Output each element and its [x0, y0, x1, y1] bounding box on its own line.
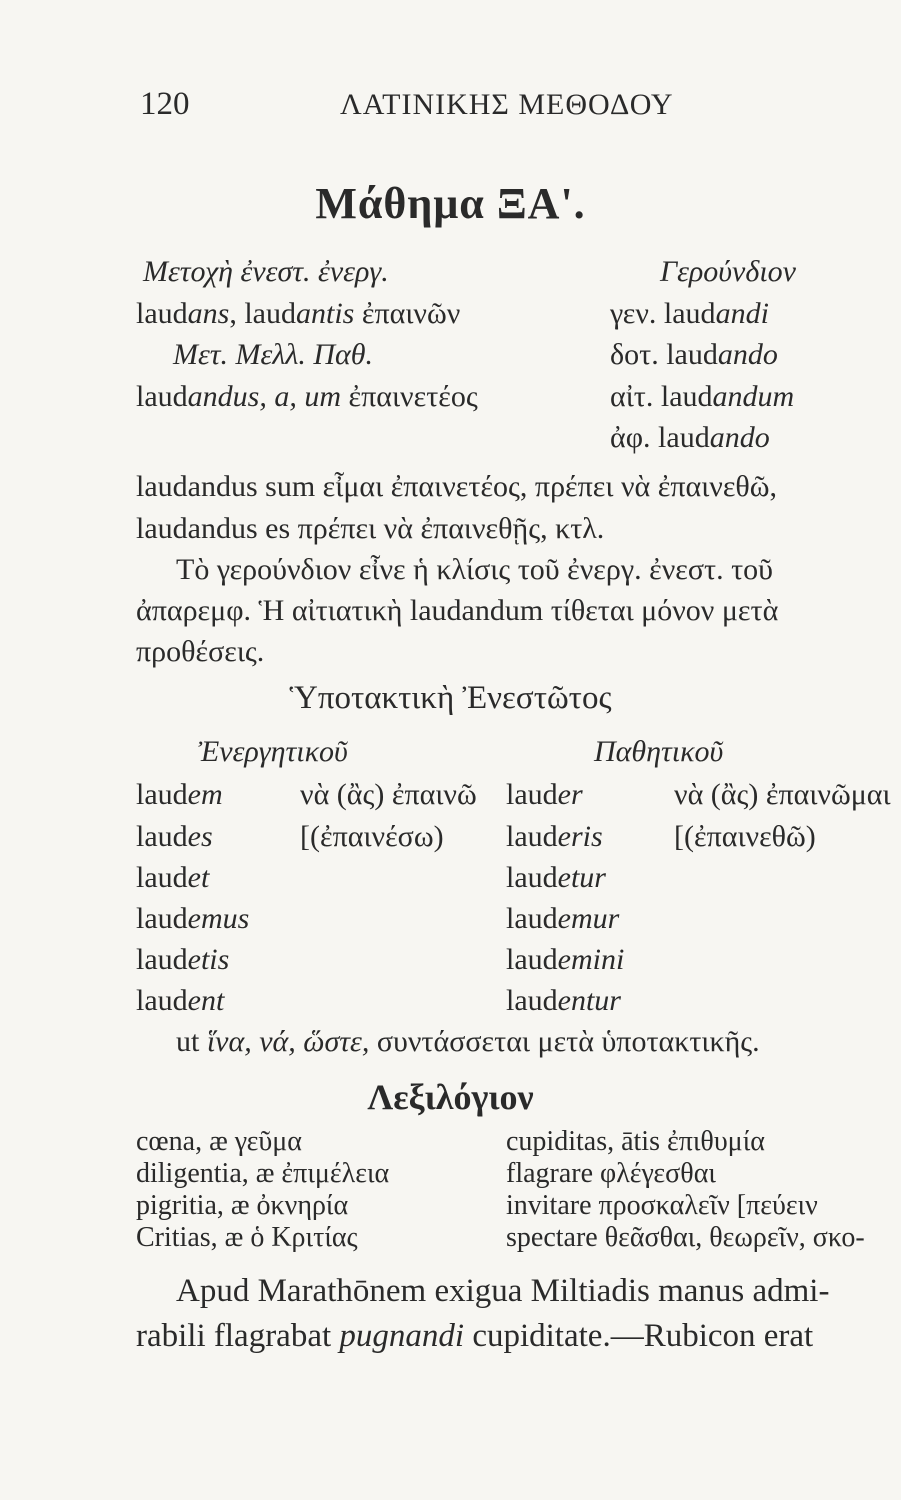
lexicon-entry: pigritia, æ ὀκνηρία [136, 1190, 349, 1221]
text-fragment: laud [506, 861, 558, 894]
text-fragment: laud [136, 380, 188, 413]
text-fragment: laud [136, 820, 188, 853]
text-fragment: laud [658, 421, 710, 454]
active-form [136, 778, 223, 812]
text-fragment: laud [506, 902, 558, 935]
italic-fragment: etur [557, 861, 606, 894]
text-fragment: , laud [229, 297, 296, 330]
text-fragment: laud [663, 297, 716, 330]
text-fragment: ἀφ. [610, 421, 659, 454]
passive-gloss: νὰ (ἂς) ἐπαινῶμαι [674, 778, 891, 811]
text-fragment: laud [136, 297, 188, 330]
active-form [136, 984, 224, 1018]
gerund-row [610, 421, 770, 455]
italic-fragment: entur [557, 984, 621, 1017]
text-fragment: Apud Marathōnem exigua Miltiadis manus admi- [176, 1273, 830, 1309]
lexicon-entry: Critias, æ ὁ Κριτίας [136, 1222, 358, 1253]
italic-fragment: ando [717, 338, 778, 371]
lesson-title: Μάθημα ΞΑ'. [315, 179, 586, 228]
text-fragment: laud [666, 338, 718, 371]
text-fragment: laud [506, 820, 558, 853]
participle-left-line [136, 297, 460, 331]
italic-fragment: em [187, 778, 223, 811]
running-title: ΛΑΤΙΝΙΚΗΣ ΜΕΘΟΔΟΥ [340, 88, 674, 121]
text-fragment: συντάσσεται μετὰ ὑποτακτικῆς. [369, 1025, 760, 1058]
paragraph-line: προθέσεις. [136, 635, 265, 668]
gerund-heading: Γερούνδιον [660, 255, 796, 288]
active-form [136, 820, 213, 854]
subjunctive-heading: Ὑποτακτικὴ Ἐνεστῶτος [289, 680, 612, 716]
gerund-row [610, 338, 778, 372]
italic-fragment: ando [709, 421, 770, 454]
italic-fragment: etis [187, 943, 230, 976]
italic-fragment: andum [712, 380, 795, 413]
lexicon-entry: spectare θεᾶσθαι, θεωρεῖν, σκο- [506, 1222, 865, 1253]
lexicon-entry: diligentia, æ ἐπιμέλεια [136, 1158, 390, 1189]
passive-form [506, 984, 621, 1018]
participle-left-line [136, 380, 478, 414]
italic-fragment: emus [187, 902, 250, 935]
italic-fragment: et [187, 861, 210, 894]
text-fragment: laud [506, 943, 558, 976]
lexicon-entry: invitare προσκαλεῖν [πεύειν [506, 1190, 818, 1221]
text-fragment: laud [136, 778, 188, 811]
lexicon-heading: Λεξιλόγιον [367, 1077, 534, 1117]
lexicon-entry: flagrare φλέγεσθαι [506, 1158, 716, 1189]
italic-fragment: andi [715, 297, 769, 330]
italic-fragment: es [187, 820, 213, 853]
italic-fragment: ans [187, 297, 230, 330]
text-fragment: laud [136, 902, 188, 935]
participle-left-line [143, 255, 389, 289]
text-fragment: laud [136, 861, 188, 894]
text-fragment: δοτ. [610, 338, 667, 371]
passive-heading: Παθητικοῦ [594, 735, 724, 768]
italic-fragment: emur [557, 902, 620, 935]
participle-left-line [173, 338, 373, 372]
italic-fragment: ἵνα, νά, ὥστε, [206, 1025, 370, 1058]
gerund-row [610, 297, 769, 331]
italic-fragment: pugnandi [339, 1318, 465, 1354]
text-fragment: ut [176, 1025, 207, 1058]
passive-form [506, 820, 603, 854]
exercise-line [136, 1318, 813, 1355]
active-gloss: νὰ (ἂς) ἐπαινῶ [300, 778, 477, 811]
italic-fragment: andus, a, um [187, 380, 341, 413]
passive-form [506, 778, 583, 812]
active-gloss: [(ἐπαινέσω) [300, 820, 444, 853]
paragraph-line: laudandus es πρέπει νὰ ἐπαινεθῇς, κτλ. [136, 512, 605, 545]
text-fragment: ἐπαινῶν [354, 297, 461, 330]
italic-fragment: ent [187, 984, 225, 1017]
text-fragment: laud [660, 380, 713, 413]
lexicon-entry: cœna, æ γεῦμα [136, 1126, 302, 1157]
passive-form [506, 943, 624, 977]
exercise-line [176, 1273, 829, 1310]
paragraph-line: Τὸ γερούνδιον εἶνε ἡ κλίσις τοῦ ἐνεργ. ἐνεστ. τοῦ [176, 553, 773, 586]
text-fragment: αἰτ. [610, 380, 661, 413]
text-fragment: ἐπαινετέος [341, 380, 478, 413]
text-fragment: laud [506, 984, 558, 1017]
text-fragment: rabili flagrabat [136, 1318, 340, 1354]
italic-fragment: emini [557, 943, 625, 976]
italic-fragment: antis [296, 297, 355, 330]
text-fragment: γεν. [610, 297, 664, 330]
page-number: 120 [140, 86, 190, 122]
passive-form [506, 861, 606, 895]
paragraph-line: ἀπαρεμφ. Ἡ αἰτιατικὴ laudandum τίθεται μόνον μετὰ [136, 594, 779, 627]
text-fragment: laud [136, 943, 188, 976]
italic-fragment: Μετοχὴ ἐνεστ. ἐνεργ. [143, 255, 389, 288]
italic-fragment: er [557, 778, 583, 811]
passive-form [506, 902, 619, 936]
lexicon-entry: cupiditas, ātis ἐπιθυμία [506, 1126, 765, 1157]
active-heading: Ἐνεργητικοῦ [198, 735, 348, 768]
text-fragment: laud [506, 778, 558, 811]
italic-fragment: eris [557, 820, 603, 853]
text-fragment: laud [136, 984, 188, 1017]
text-fragment: cupiditate.—Rubicon erat [464, 1318, 814, 1354]
active-form [136, 902, 249, 936]
active-form [136, 861, 209, 895]
gerund-row [610, 380, 794, 414]
ut-note [176, 1025, 760, 1059]
active-form [136, 943, 229, 977]
passive-gloss: [(ἐπαινεθῶ) [674, 820, 816, 853]
italic-fragment: Μετ. Μελλ. Παθ. [173, 338, 373, 371]
paragraph-line: laudandus sum εἶμαι ἐπαινετέος, πρέπει νὰ ἐπαινεθῶ, [136, 470, 778, 503]
